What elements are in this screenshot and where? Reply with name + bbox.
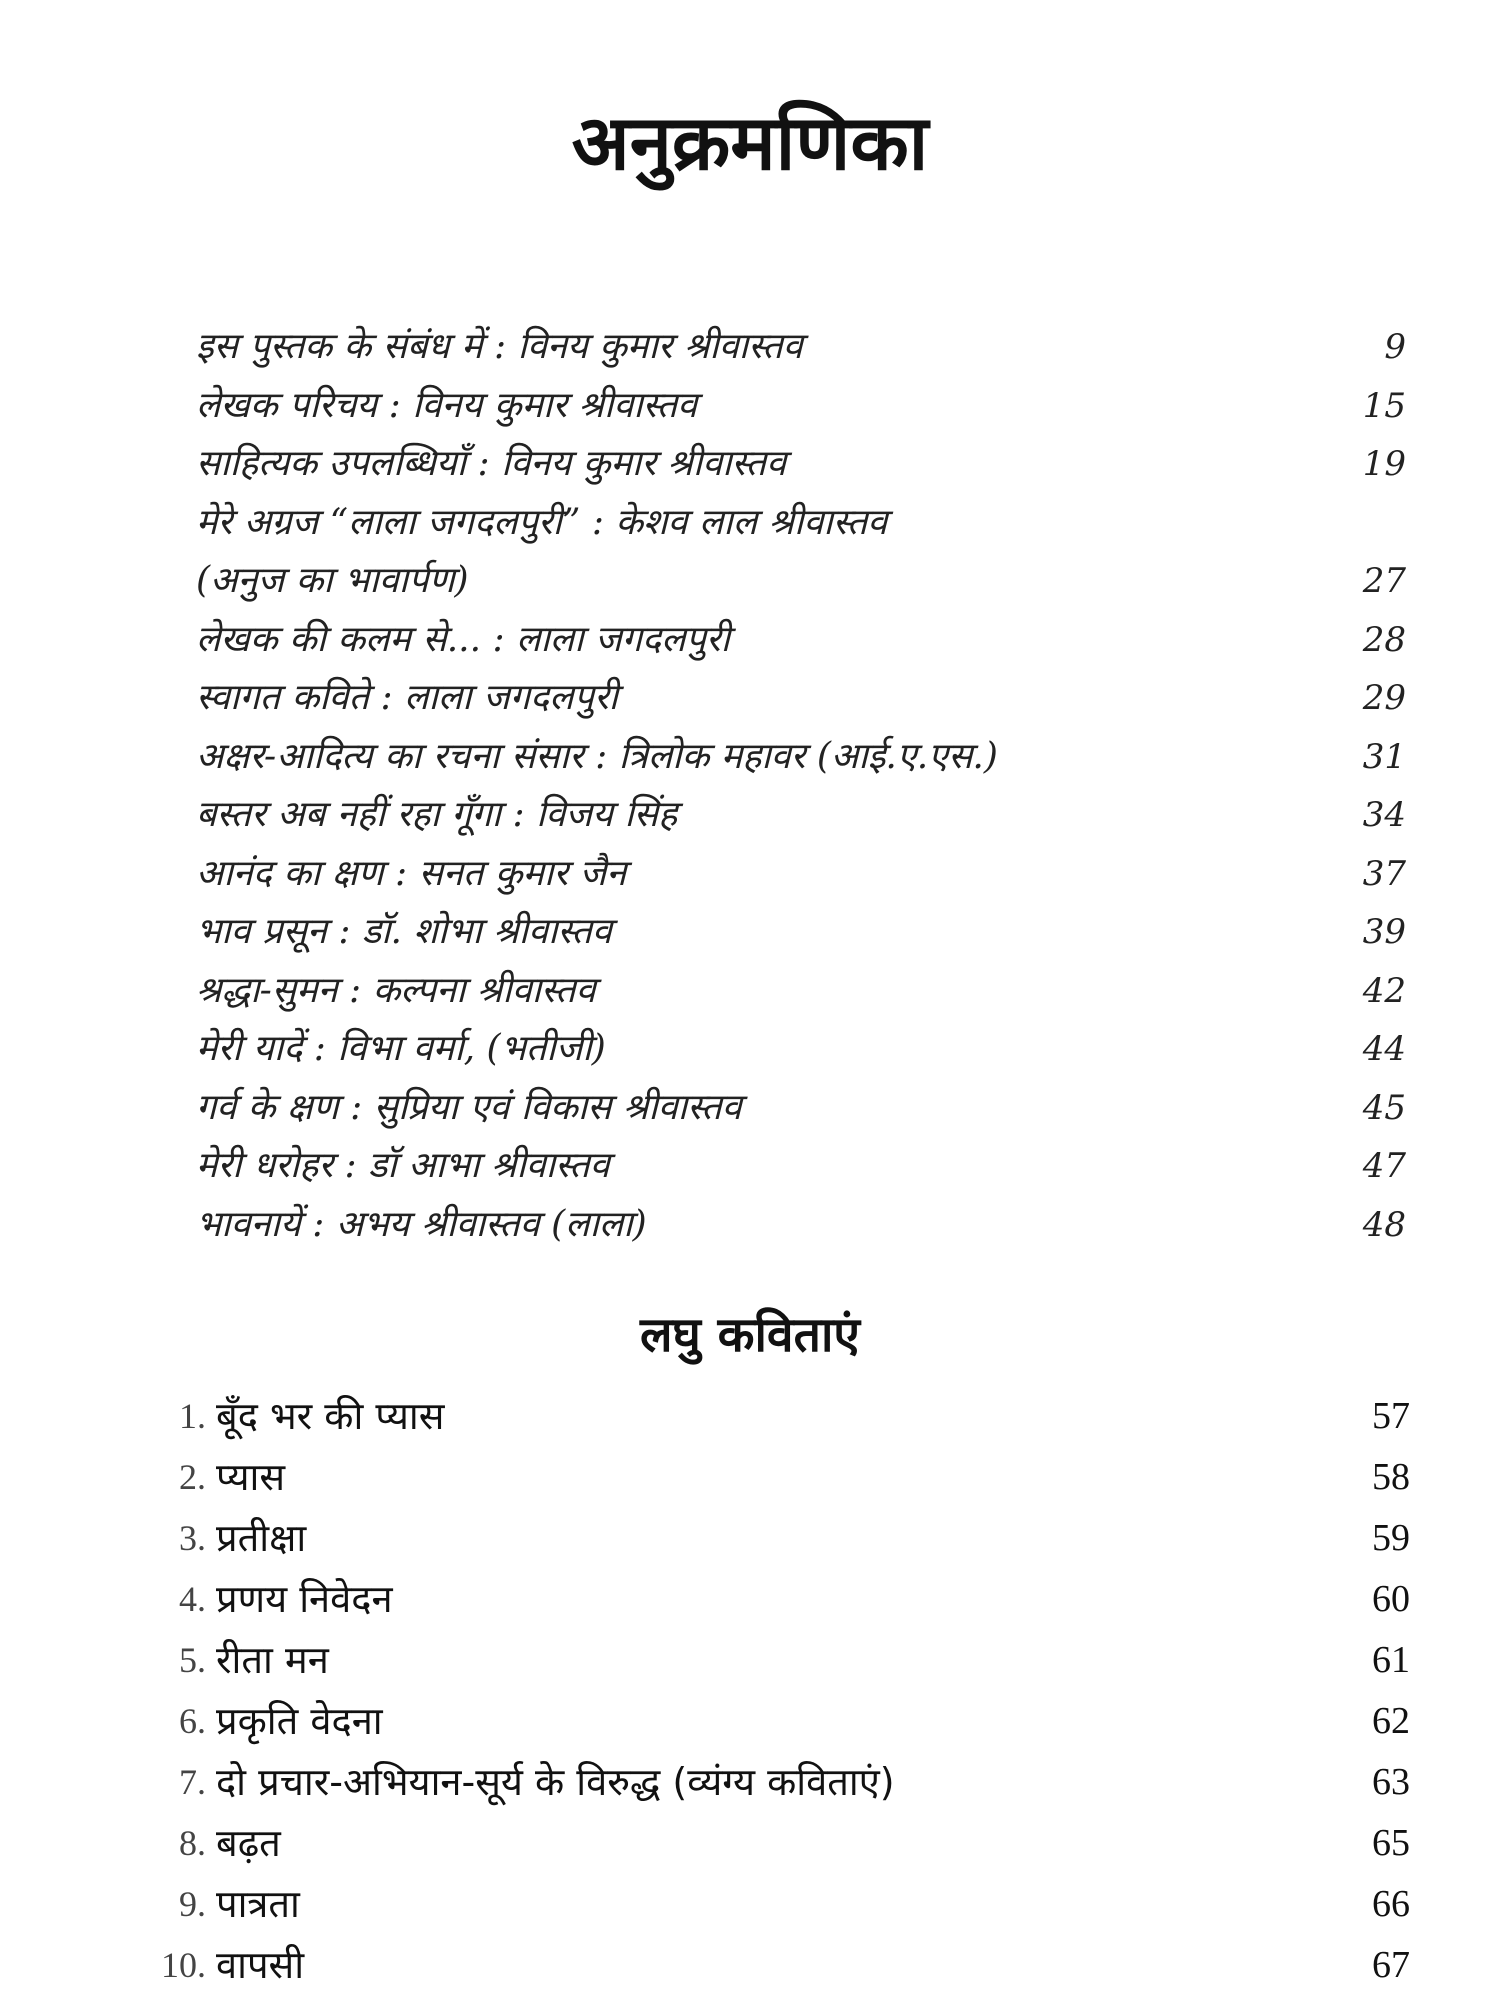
poem-page-number: 57 (1372, 1395, 1410, 1437)
poem-entry (118, 1935, 1410, 1996)
poem-title: बढ़त (216, 1821, 281, 1865)
entry-title: श्रद्धा-सुमन : कल्पना श्रीवास्तव (196, 969, 596, 1011)
front-matter-entry (196, 318, 1406, 377)
entry-page-number: 27 (1362, 561, 1406, 601)
poem-number: 6. (179, 1701, 206, 1741)
front-matter-entry (196, 552, 1406, 611)
section-heading: लघु कविताएं (640, 1307, 860, 1363)
front-matter-entry (196, 962, 1406, 1021)
poem-number: 5. (179, 1640, 206, 1680)
poem-number: 10. (161, 1945, 206, 1985)
front-matter-entry (196, 786, 1406, 845)
poem-number: 1. (179, 1396, 206, 1436)
poem-entry (118, 1630, 1410, 1691)
poem-entry (118, 1874, 1410, 1935)
entry-page-number: 19 (1362, 444, 1406, 484)
entry-title: बस्तर अब नहीं रहा गूँगा : विजय सिंह (196, 794, 678, 835)
front-matter-entry (196, 611, 1406, 670)
front-matter-entry (196, 435, 1406, 494)
entry-page-number: 44 (1362, 1029, 1406, 1069)
entry-page-number: 34 (1362, 795, 1406, 835)
front-matter-entry (196, 1196, 1406, 1255)
poem-entry (118, 1508, 1410, 1569)
poem-entry (118, 1691, 1410, 1752)
entry-title: गर्व के क्षण : सुप्रिया एवं विकास श्रीवास्तव (196, 1086, 742, 1128)
entry-page-number: 42 (1362, 970, 1406, 1011)
entry-title: अक्षर-आदित्य का रचना संसार : त्रिलोक महावर (आई.ए.एस.) (196, 735, 998, 777)
entry-page-number: 45 (1362, 1087, 1406, 1128)
poem-number: 4. (179, 1579, 206, 1619)
poem-title: वापसी (216, 1943, 305, 1987)
front-matter-entry (196, 1137, 1406, 1196)
entry-title: लेखक परिचय : विनय कुमार श्रीवास्तव (196, 384, 698, 426)
entry-page-number: 48 (1362, 1204, 1406, 1245)
poem-list (118, 1386, 1410, 1996)
entry-title: आनंद का क्षण : सनत कुमार जैन (196, 852, 627, 894)
entry-page-number: 28 (1362, 619, 1406, 660)
poem-entry (118, 1813, 1410, 1874)
entry-title: साहित्यक उपलब्धियाँ : विनय कुमार श्रीवास्तव (196, 443, 787, 484)
poem-entry (118, 1447, 1410, 1508)
poem-title: प्यास (216, 1455, 286, 1499)
poem-number: 3. (179, 1518, 206, 1558)
entry-page-number: 29 (1362, 678, 1406, 718)
poem-title: दो प्रचार-अभियान-सूर्य के विरुद्ध (व्यंग्य कविताएं) (216, 1760, 895, 1804)
entry-title: भावनायें : अभय श्रीवास्तव (लाला) (196, 1203, 647, 1245)
entry-title: (अनुज का भावार्पण) (196, 560, 469, 601)
front-matter-entry (196, 669, 1406, 728)
entry-title: मेरी धरोहर : डॉ आभा श्रीवास्तव (196, 1145, 610, 1186)
poem-title: पात्रता (216, 1882, 300, 1926)
poem-entry (118, 1569, 1410, 1630)
entry-page-number: 9 (1384, 327, 1406, 367)
poem-page-number: 65 (1372, 1822, 1410, 1864)
poem-page-number: 63 (1372, 1761, 1410, 1803)
poem-title: प्रणय निवेदन (216, 1577, 393, 1621)
front-matter-entry (196, 903, 1406, 962)
poem-number: 2. (179, 1457, 206, 1497)
front-matter-entry (196, 1020, 1406, 1079)
entry-page-number: 15 (1362, 385, 1406, 426)
poem-title: प्रकृति वेदना (216, 1699, 383, 1743)
poem-page-number: 60 (1372, 1578, 1410, 1620)
poem-title: रीता मन (216, 1638, 329, 1682)
poem-entry (118, 1386, 1410, 1447)
entry-page-number: 37 (1362, 853, 1406, 894)
poem-page-number: 66 (1372, 1883, 1410, 1925)
front-matter-entry (196, 1079, 1406, 1138)
poem-number: 9. (179, 1884, 206, 1924)
front-matter-entry (196, 845, 1406, 904)
poem-entry (118, 1752, 1410, 1813)
poem-page-number: 62 (1372, 1700, 1410, 1742)
front-matter-entry (196, 377, 1406, 436)
entry-title: मेरे अग्रज “लाला जगदलपुरी” : केशव लाल श्रीवास्तव (196, 501, 888, 543)
entry-title: मेरी यादें : विभा वर्मा, (भतीजी) (196, 1028, 606, 1069)
entry-title: स्वागत कविते : लाला जगदलपुरी (196, 677, 619, 718)
entry-title: इस पुस्तक के संबंध में : विनय कुमार श्रीवास्तव (196, 326, 803, 367)
poem-title: बूँद भर की प्यास (216, 1394, 445, 1438)
poem-page-number: 61 (1372, 1639, 1410, 1681)
entry-page-number: 47 (1362, 1146, 1406, 1186)
poem-page-number: 67 (1372, 1944, 1410, 1986)
entry-title: भाव प्रसून : डॉ. शोभा श्रीवास्तव (196, 911, 612, 952)
entry-page-number: 39 (1362, 912, 1406, 952)
page-title: अनुक्रमणिका (571, 98, 929, 187)
front-matter-entry (196, 494, 1406, 553)
poem-number: 8. (179, 1823, 206, 1863)
poem-title: प्रतीक्षा (216, 1516, 307, 1560)
front-matter-list (196, 318, 1406, 1254)
poem-number: 7. (179, 1762, 206, 1802)
front-matter-entry (196, 728, 1406, 787)
poem-page-number: 58 (1372, 1456, 1410, 1498)
poem-page-number: 59 (1372, 1517, 1410, 1559)
entry-title: लेखक की कलम से... : लाला जगदलपुरी (196, 618, 730, 660)
entry-page-number: 31 (1362, 736, 1406, 777)
